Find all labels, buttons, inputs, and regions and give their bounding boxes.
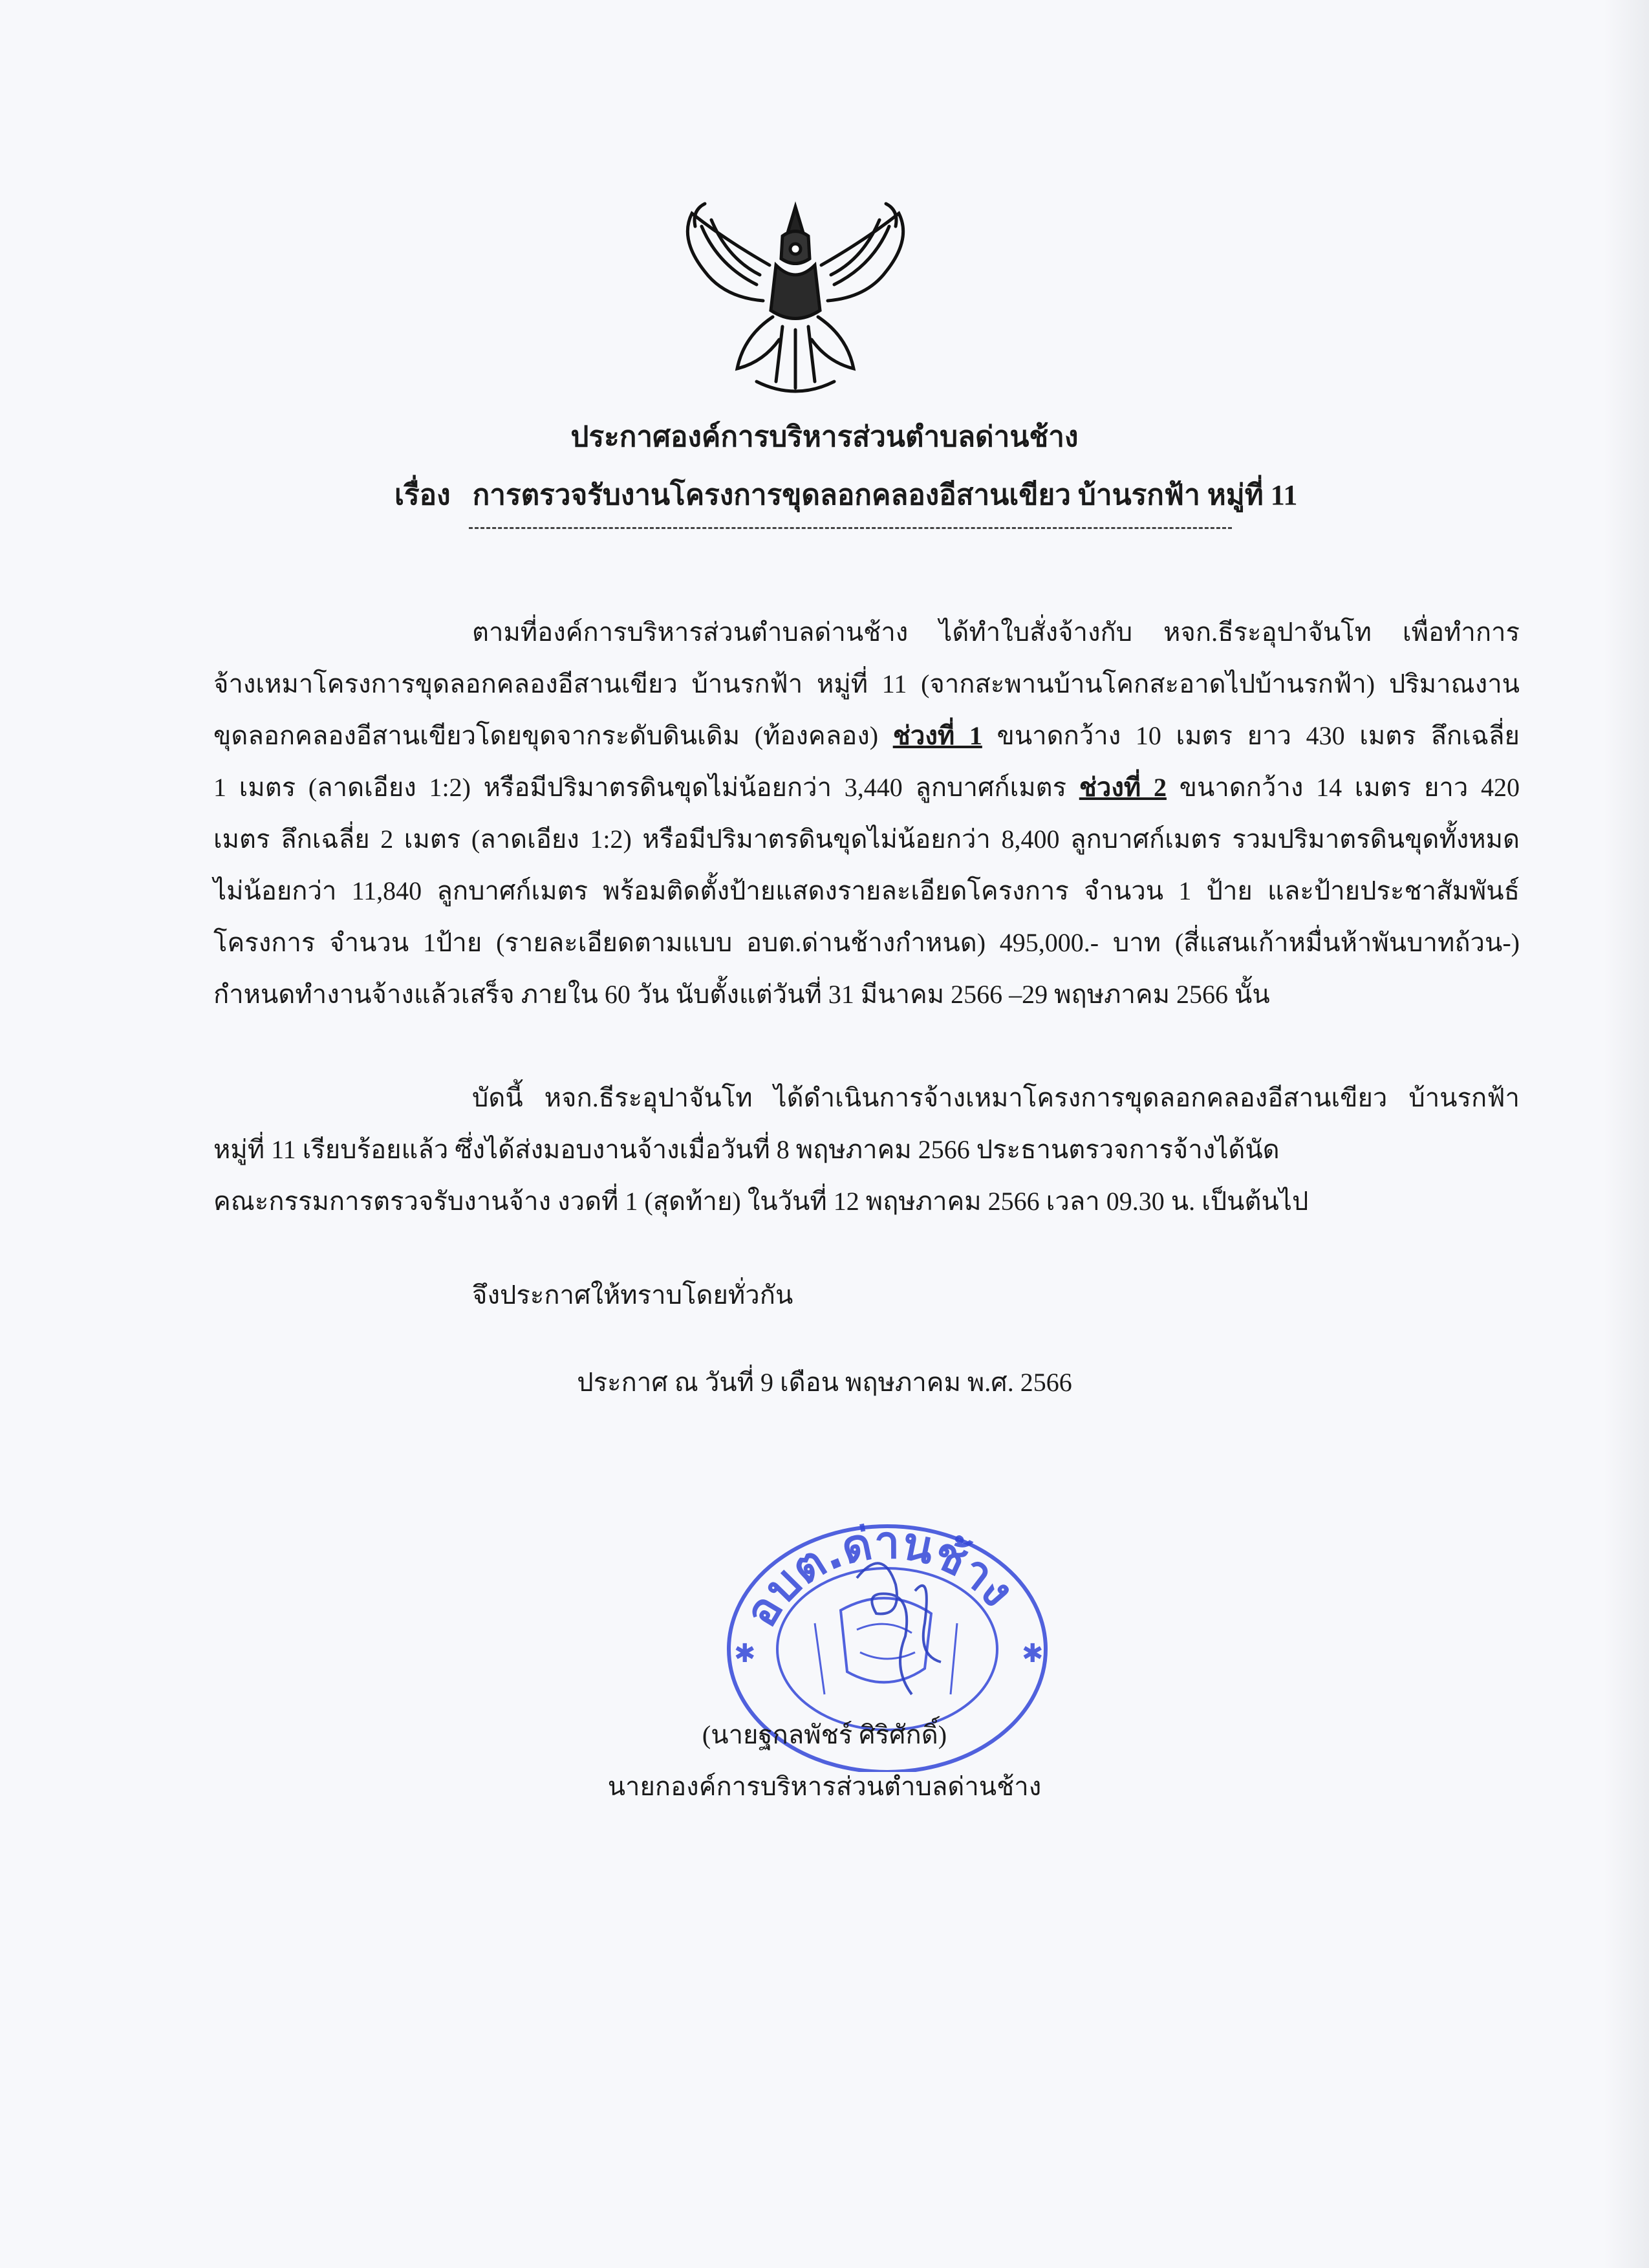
segment-2-label: ช่วงที่ 2 [1079, 773, 1167, 802]
para1-line-3b: ขนาดกว้าง 10 เมตร ยาว 430 เมตร ลึกเฉลี่ย [982, 721, 1520, 750]
para1-line-3 [213, 715, 1520, 756]
dashed-divider [469, 527, 1232, 529]
para1-line-5: เมตร ลึกเฉลี่ย 2 เมตร (ลาดเอียง 1:2) หรือมีปริมาตรดินขุดไม่น้อยกว่า 8,400 ลูกบาศก์เมตร รวมปริมาตรดินขุดทั้งหมด [213, 825, 1520, 854]
paper-edge-shadow [1604, 0, 1649, 2268]
para1-line-3a: ขุดลอกคลองอีสานเขียวโดยขุดจากระดับดินเดิม (ท้องคลอง) [213, 721, 893, 750]
para1-line-2: จ้างเหมาโครงการขุดลอกคลองอีสานเขียว บ้านรกฟ้า หมู่ที่ 11 (จากสะพานบ้านโคกสะอาดไปบ้านรกฟ้า) ปริมาณงาน [213, 669, 1520, 698]
stamp-star-left: ✱ [734, 1639, 756, 1668]
para1-line-1: ตามที่องค์การบริหารส่วนตำบลด่านช้าง ได้ทำใบสั่งจ้างกับ หจก.ธีระอุปาจันโท เพื่อทำการ [472, 618, 1520, 647]
para1-line-4 [213, 766, 1520, 808]
stamp-top-text: อบต.ด่านช้าง [733, 1516, 1025, 1636]
garuda-emblem [666, 188, 925, 401]
para1-line-7: โครงการ จำนวน 1ป้าย (รายละเอียดตามแบบ อบต.ด่านช้างกำหนด) 495,000.- บาท (สี่แสนเก้าหมื่นห้าพันบาทถ้วน-) [213, 928, 1520, 957]
para2-line-2: หมู่ที่ 11 เรียบร้อยแล้ว ซึ่งได้ส่งมอบงานจ้างเมื่อวันที่ 8 พฤษภาคม 2566 ประธานตรวจการจ้างได้นัด [213, 1135, 1280, 1164]
segment-1-label: ช่วงที่ 1 [892, 721, 982, 750]
announcement-subject [394, 472, 1297, 517]
subject-text: การตรวจรับงานโครงการขุดลอกคลองอีสานเขียว บ้านรกฟ้า หมู่ที่ 11 [472, 479, 1298, 511]
para1-line-8: กำหนดทำงานจ้างแล้วเสร็จ ภายใน 60 วัน นับตั้งแต่วันที่ 31 มีนาคม 2566 –29 พฤษภาคม 2566 นั้น [213, 980, 1270, 1009]
subject-label: เรื่อง [394, 479, 451, 511]
para1-line-6: ไม่น้อยกว่า 11,840 ลูกบาศก์เมตร พร้อมติดตั้งป้ายแสดงรายละเอียดโครงการ จำนวน 1 ป้าย และป้ายประชาสัมพันธ์ [213, 876, 1520, 905]
para1-line-4b: ขนาดกว้าง 14 เมตร ยาว 420 [1166, 773, 1520, 802]
signatory-position: นายกองค์การบริหารส่วนตำบลด่านช้าง [607, 1772, 1042, 1801]
para2-line-3: คณะกรรมการตรวจรับงานจ้าง งวดที่ 1 (สุดท้าย) ในวันที่ 12 พฤษภาคม 2566 เวลา 09.30 น. เป็นต้นไป [213, 1187, 1309, 1216]
para1-line-4a: 1 เมตร (ลาดเอียง 1:2) หรือมีปริมาตรดินขุดไม่น้อยกว่า 3,440 ลูกบาศก์เมตร [213, 773, 1079, 802]
closing-statement: จึงประกาศให้ทราบโดยทั่วกัน [472, 1280, 793, 1310]
stamp-star-right: ✱ [1022, 1639, 1044, 1668]
signatory-name: (นายฐกลพัชร์ ศิริศักดิ์) [702, 1720, 947, 1749]
para2-line-1: บัดนี้ หจก.ธีระอุปาจันโท ได้ดำเนินการจ้างเหมาโครงการขุดลอกคลองอีสานเขียว บ้านรกฟ้า [472, 1083, 1520, 1112]
announcement-date: ประกาศ ณ วันที่ 9 เดือน พฤษภาคม พ.ศ. 2566 [577, 1368, 1072, 1397]
announcement-title: ประกาศองค์การบริหารส่วนตำบลด่านช้าง [570, 421, 1079, 453]
